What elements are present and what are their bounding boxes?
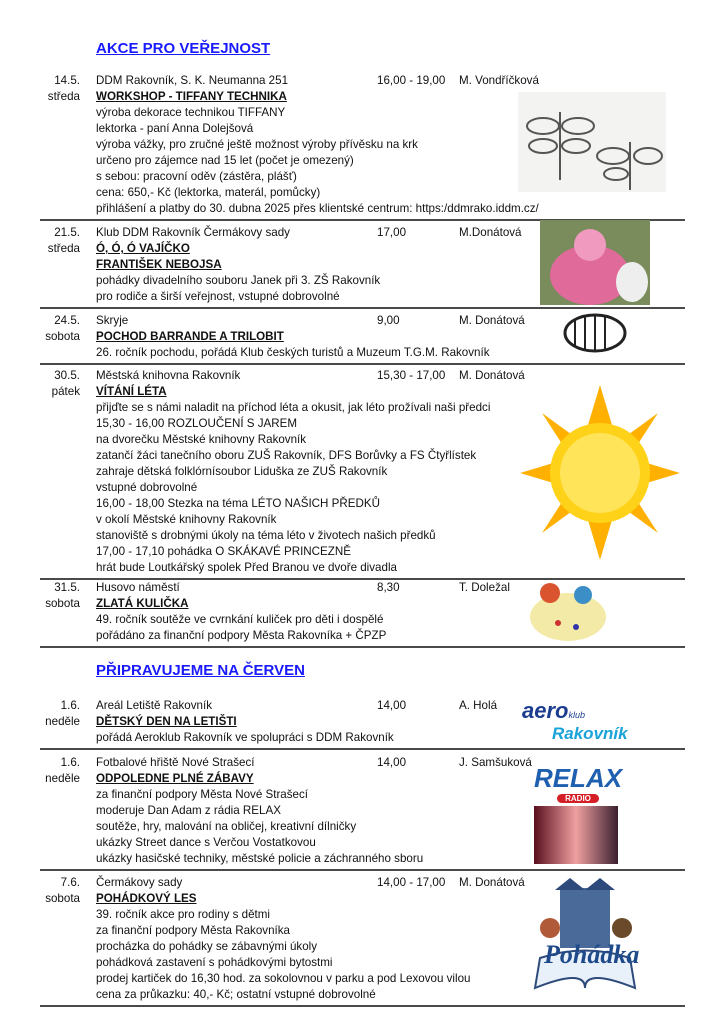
event-time: 15,30 - 17,00 [377,369,446,382]
event-detail: za finanční podpory Města Rakovníka [96,924,290,937]
event-detail: přijďte se s námi naladit na příchod léta a okusit, jak léto prožívali naši předci [96,401,491,414]
event-title: POHÁDKOVÝ LES [96,892,197,905]
event-detail: 15,30 - 16,00 ROZLOUČENÍ S JAREM [96,417,298,430]
event-time: 16,00 - 19,00 [377,74,446,87]
event-contact: J. Samšuková [459,756,532,769]
event-detail: za finanční podpory Města Nové Strašecí [96,788,309,801]
event-detail: pohádková zastavení s pohádkovými bytostmi [96,956,333,969]
trilobite-icon [560,310,630,356]
event-place: Městská knihovna Rakovník [96,369,241,382]
event-weekday: sobota [45,892,80,905]
event-time: 14,00 - 17,00 [377,876,446,889]
event-contact: M. Donátová [459,876,525,889]
stage-dance-image [534,806,618,864]
event-detail: lektorka - paní Anna Dolejšová [96,122,254,135]
event-detail: prodej kartiček do 16,30 hod. za sokolovnou v parku a pod Lexovou vilou [96,972,471,985]
event-time: 14,00 [377,756,407,769]
event-weekday: sobota [45,597,80,610]
event-contact: M. Donátová [459,369,525,382]
puppet-image [540,220,650,305]
event-title: WORKSHOP - TIFFANY TECHNIKA [96,90,287,103]
event-contact: A. Holá [459,699,498,712]
logo-text: RELAX [533,763,623,793]
section-heading: PŘIPRAVUJEME NA ČERVEN [96,662,305,679]
event-detail: pořádá Aeroklub Rakovník ve spolupráci s DDM Rakovník [96,731,394,744]
event-place: Čermákovy sady [96,876,183,889]
logo-text: Rakovník [552,724,628,743]
event-detail: 26. ročník pochodu, pořádá Klub českých turistů a Muzeum T.G.M. Rakovník [96,346,490,359]
event-detail: určeno pro zájemce nad 15 let (počet je omezený) [96,154,354,167]
event-title: ZLATÁ KULIČKA [96,597,189,610]
event-detail: hrát bude Loutkářský spolek Před Branou ve dvoře divadla [96,561,397,574]
event-detail: 17,00 - 17,10 pohádka O SKÁKAVÉ PRINCEZNĚ [96,545,351,558]
event-weekday: středa [47,242,80,255]
event-contact: T. Doležal [459,581,510,594]
event-time: 14,00 [377,699,407,712]
event-place: DDM Rakovník, S. K. Neumanna 251 [96,74,289,87]
event-title: Ó, Ó, Ó VAJÍČKO [96,242,190,255]
event-detail: zatančí žáci tanečního oboru ZUŠ Rakovník, DFS Borůvky a FS Čtyřlístek [96,449,477,462]
event-date: 21.5. [54,226,80,239]
event-detail: pohádky divadelního souboru Janek při 3. ZŠ Rakovník [96,274,381,287]
event-place: Klub DDM Rakovník Čermákovy sady [96,226,290,239]
logo-text: Pohádka [544,940,640,969]
event-detail: 16,00 - 18,00 Stezka na téma LÉTO NAŠICH PŘEDKŮ [96,497,380,510]
event-place: Husovo náměstí [96,581,180,594]
event-title: ODPOLEDNE PLNÉ ZÁBAVY [96,772,254,785]
event-detail: výroba dekorace technikou TIFFANY [96,106,286,119]
event-detail: cena za průkazku: 40,- Kč; ostatní vstupné dobrovolné [96,988,376,1001]
logo-text: RADIO [557,794,599,803]
event-title: VÍTÁNÍ LÉTA [96,385,167,398]
event-time: 17,00 [377,226,407,239]
pohadka-book-image [530,878,640,998]
event-place: Areál Letiště Rakovník [96,699,212,712]
event-detail: ukázky hasičské techniky, městské policie a záchranného sboru [96,852,424,865]
event-detail: soutěže, hry, malování na obličej, kreativní dílničky [96,820,357,833]
event-date: 24.5. [54,314,80,327]
event-title: POCHOD BARRANDE A TRILOBIT [96,330,284,343]
event-detail: 39. ročník akce pro rodiny s dětmi [96,908,270,921]
event-date: 31.5. [54,581,80,594]
event-place: Fotbalové hřiště Nové Strašecí [96,756,255,769]
event-date: 1.6. [60,756,80,769]
event-date: 30.5. [54,369,80,382]
event-detail: pro rodiče a širší veřejnost, vstupné dobrovolné [96,290,340,303]
tiffany-dragonfly-image [518,92,666,192]
event-detail: přihlášení a platby do 30. dubna 2025 přes klientské centrum: https:/ddmrako.iddm.cz/ [96,202,539,215]
event-detail: pořádáno za finanční podpory Města Rakovníka + ČPZP [96,629,387,642]
marbles-kids-image [528,575,608,643]
event-detail: výroba vážky, pro zručné ještě možnost výroby přívěsku na krk [96,138,418,151]
event-contact: M.Donátová [459,226,522,239]
event-detail: v okolí Městské knihovny Rakovník [96,513,277,526]
event-detail: na dvorečku Městské knihovny Rakovník [96,433,307,446]
event-date: 7.6. [60,876,80,889]
event-detail: cena: 650,- Kč (lektorka, materál, pomůcky) [96,186,321,199]
event-date: 14.5. [54,74,80,87]
event-place: Skryje [96,314,129,327]
event-weekday: neděle [45,715,80,728]
event-time: 9,00 [377,314,400,327]
event-weekday: sobota [45,330,80,343]
event-detail: procházka do pohádky se zábavnými úkoly [96,940,318,953]
event-title: FRANTIŠEK NEBOJSA [96,258,222,271]
event-detail: zahraje dětská folklórnísoubor Liduška ze ZUŠ Rakovník [96,465,388,478]
event-title: DĚTSKÝ DEN NA LETIŠTI [96,715,237,728]
event-time: 8,30 [377,581,400,594]
event-detail: vstupné dobrovolné [96,481,198,494]
event-detail: s sebou: pracovní oděv (zástěra, plášť) [96,170,297,183]
event-detail: stanoviště s drobnými úkoly na téma léto v životech našich předků [96,529,436,542]
event-detail: moderuje Dan Adam z rádia RELAX [96,804,281,817]
section-heading: AKCE PRO VEŘEJNOST [96,40,271,57]
logo-text: klub [568,710,585,720]
event-contact: M. Donátová [459,314,525,327]
event-weekday: pátek [51,385,80,398]
aeroklub-logo [522,698,657,743]
event-contact: M. Vondříčková [459,74,539,87]
event-detail: 49. ročník soutěže ve cvrnkání kuliček pro děti i dospělé [96,613,384,626]
logo-text: aero [522,698,569,723]
sun-image [520,385,680,560]
relax-radio-logo [522,765,634,803]
event-weekday: neděle [45,772,80,785]
event-detail: ukázky Street dance s Verčou Vostatkovou [96,836,316,849]
event-date: 1.6. [60,699,80,712]
event-weekday: středa [47,90,80,103]
